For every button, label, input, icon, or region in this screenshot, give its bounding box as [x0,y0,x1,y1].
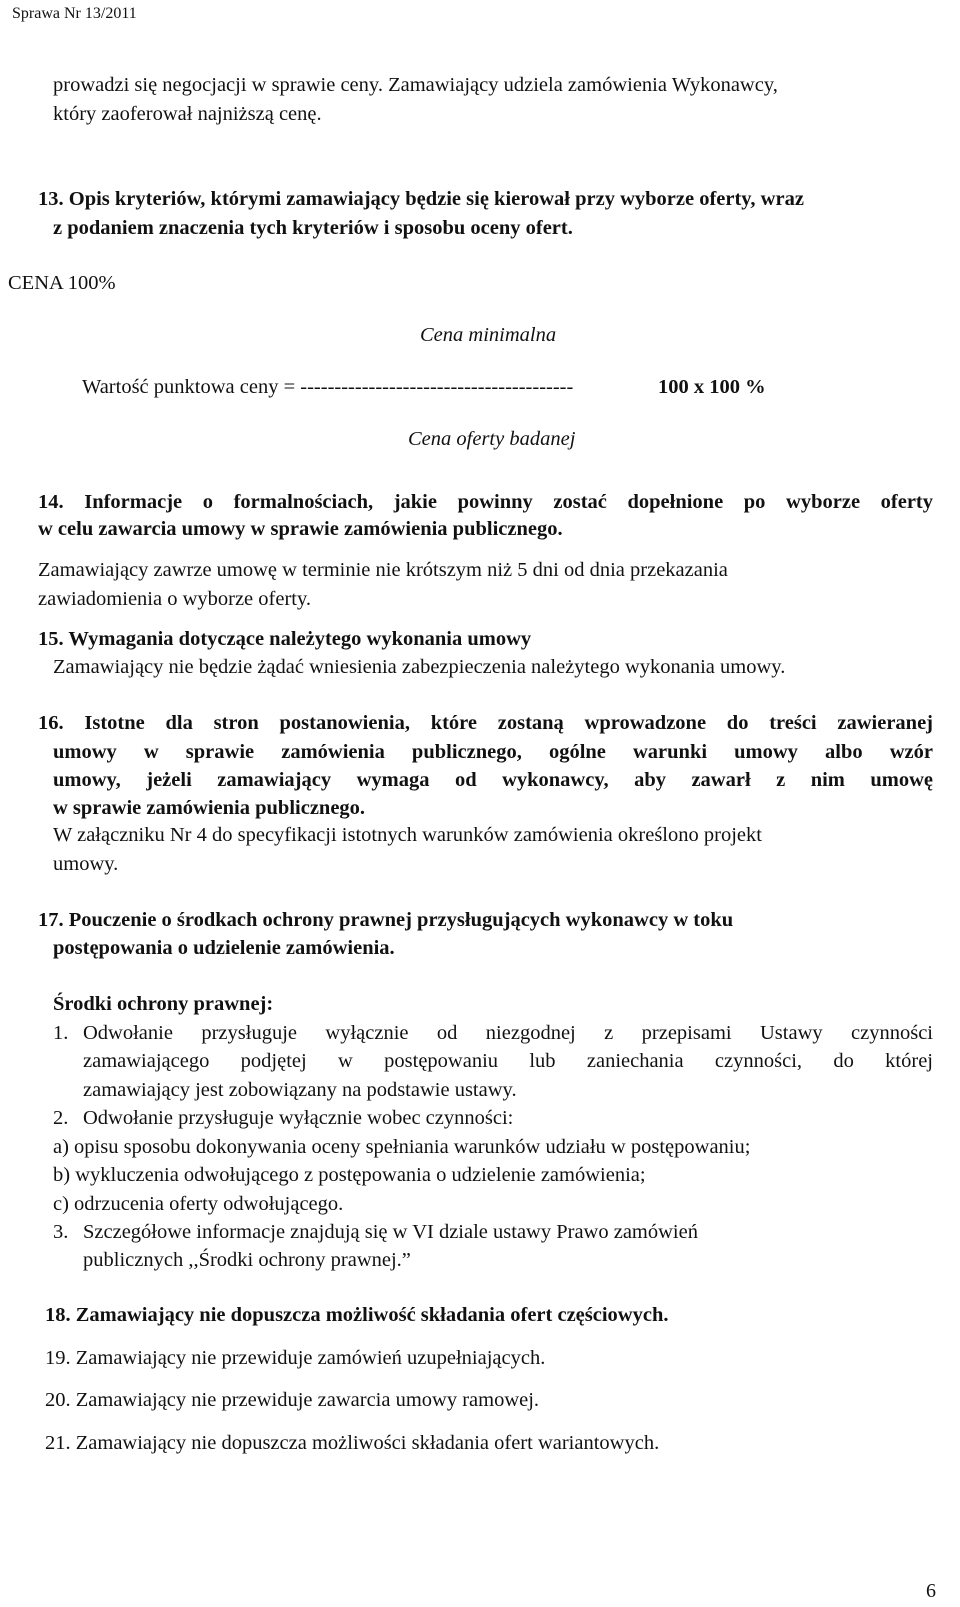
formula-left: Wartość punktowa ceny = ---------------------------------------- [82,376,574,398]
section-14-title-line-1: 14. Informacje o formalnościach, jakie powinny zostać dopełnione po wyborze oferty [38,491,933,513]
section-21: 21. Zamawiający nie dopuszcza możliwości składania ofert wariantowych. [45,1432,660,1454]
remedy-item-2-number: 2. [53,1107,69,1129]
section-16-title-line-2: umowy w sprawie zamówienia publicznego, ogólne warunki umowy albo wzór [53,741,933,763]
remedy-item-1-line-3: zamawiający jest zobowiązany na podstawie ustawy. [83,1079,517,1101]
price-weight-label: CENA 100% [8,272,116,294]
remedy-item-3-line-1: Szczegółowe informacje znajdują się w VI dziale ustawy Prawo zamówień [83,1221,698,1243]
remedy-item-2-line-1: Odwołanie przysługuje wyłącznie wobec czynności: [83,1107,514,1129]
section-16-title-line-3: umowy, jeżeli zamawiający wymaga od wykonawcy, aby zawarł z nim umowę [53,769,933,791]
section-14-body-line-2: zawiadomienia o wyborze oferty. [38,588,312,610]
page-number: 6 [926,1580,936,1602]
section-13-title-line-1: 13. Opis kryteriów, którymi zamawiający będzie się kierował przy wyborze oferty, wraz [38,188,804,210]
section-16-title-line-1: 16. Istotne dla stron postanowienia, które zostaną wprowadzone do treści zawieranej [38,712,933,734]
section-13-title-line-2: z podaniem znaczenia tych kryteriów i sposobu oceny ofert. [53,217,573,239]
section-19: 19. Zamawiający nie przewiduje zamówień uzupełniających. [45,1347,546,1369]
section-16-body-line-2: umowy. [53,853,119,875]
remedy-item-3-line-2: publicznych ,,Środki ochrony prawnej.” [83,1249,411,1271]
section-17-title-line-2: postępowania o udzielenie zamówienia. [53,937,395,959]
document-header: Sprawa Nr 13/2011 [12,5,137,22]
section-16-title-line-4: w sprawie zamówienia publicznego. [53,797,366,819]
remedy-item-3-number: 3. [53,1221,69,1243]
section-20: 20. Zamawiający nie przewiduje zawarcia umowy ramowej. [45,1389,540,1411]
remedy-item-2-b: b) wykluczenia odwołującego z postępowania o udzielenie zamówienia; [53,1164,646,1186]
remedy-item-1-line-2: zamawiającego podjętej w postępowaniu lub zaniechania czynności, do której [83,1050,933,1072]
formula-right: 100 x 100 % [658,376,766,398]
section-15-title: 15. Wymagania dotyczące należytego wykonania umowy [38,628,532,650]
formula-numerator: Cena minimalna [420,324,557,346]
section-14-body-line-1: Zamawiający zawrze umowę w terminie nie krótszym niż 5 dni od dnia przekazania [38,559,728,581]
section-16-body-line-1: W załączniku Nr 4 do specyfikacji istotnych warunków zamówienia określono projekt [53,824,762,846]
section-18: 18. Zamawiający nie dopuszcza możliwość składania ofert częściowych. [45,1304,669,1326]
remedy-item-2-a: a) opisu sposobu dokonywania oceny spełniania warunków udziału w postępowaniu; [53,1136,751,1158]
legal-remedies-subtitle: Środki ochrony prawnej: [53,993,274,1015]
section-14-title-line-2: w celu zawarcia umowy w sprawie zamówienia publicznego. [38,518,563,540]
section-15-body: Zamawiający nie będzie żądać wniesienia zabezpieczenia należytego wykonania umowy. [53,656,786,678]
intro-line-1: prowadzi się negocjacji w sprawie ceny. Zamawiający udziela zamówienia Wykonawcy, [53,74,778,96]
remedy-item-1-number: 1. [53,1022,69,1044]
remedy-item-1-line-1: Odwołanie przysługuje wyłącznie od niezgodnej z przepisami Ustawy czynności [83,1022,933,1044]
intro-line-2: który zaoferował najniższą cenę. [53,103,322,125]
formula-denominator: Cena oferty badanej [408,428,576,450]
remedy-item-2-c: c) odrzucenia oferty odwołującego. [53,1193,344,1215]
section-17-title-line-1: 17. Pouczenie o środkach ochrony prawnej przysługujących wykonawcy w toku [38,909,734,931]
